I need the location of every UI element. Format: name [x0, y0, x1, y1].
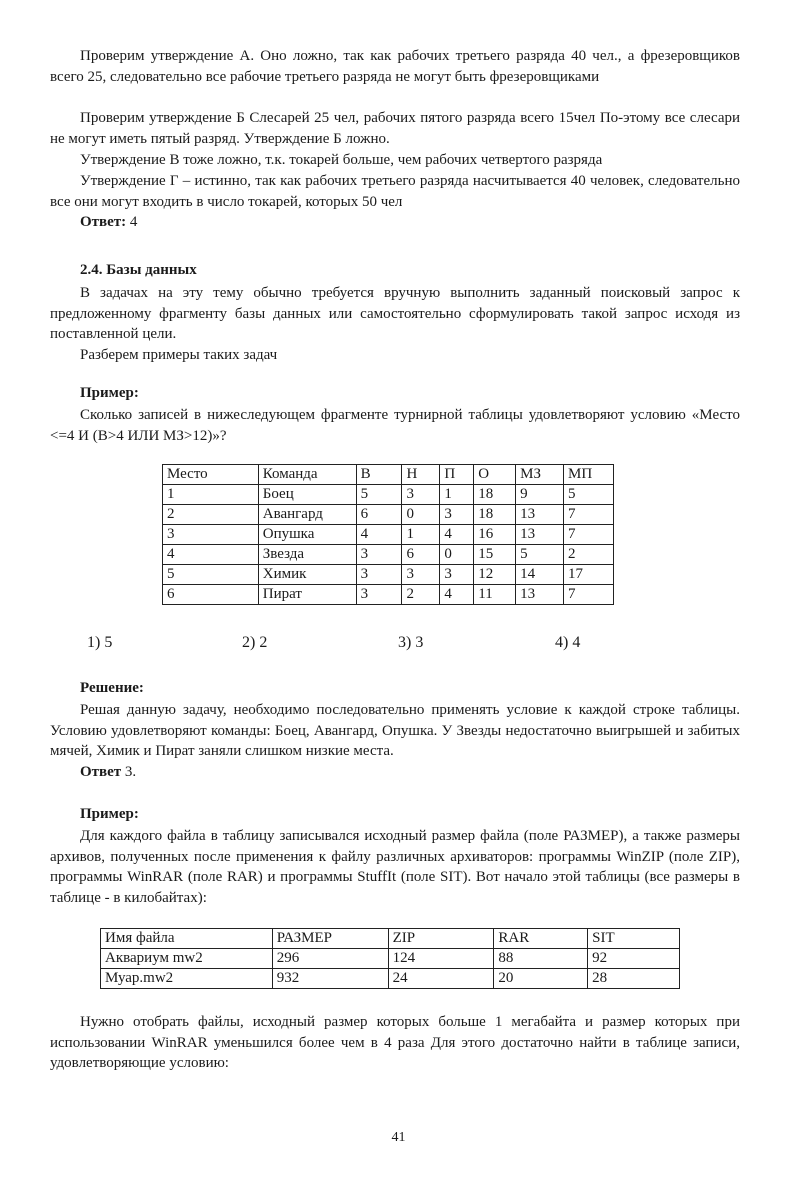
page-number: 41	[391, 1130, 406, 1145]
table-header-cell: SIT	[588, 929, 680, 949]
table-cell: 12	[474, 565, 516, 585]
archive-size-table	[100, 928, 680, 989]
table-cell: 9	[516, 485, 564, 505]
table-cell: 2	[402, 585, 440, 605]
table-cell: 1	[402, 525, 440, 545]
answer-line-2	[50, 762, 740, 783]
table-header-cell: МЗ	[516, 465, 564, 485]
table-cell: Аквариум mw2	[101, 949, 273, 969]
table-header-cell: Имя файла	[101, 929, 273, 949]
table-cell: 0	[440, 545, 474, 565]
table-header-cell: П	[440, 465, 474, 485]
table-cell: 6	[402, 545, 440, 565]
paragraph-statement-g: Утверждение Г – истинно, так как рабочих третьего разряда насчитывается 40 человек, следовательно все они могут входить в число токарей, которых 50 чел	[50, 173, 740, 210]
table-cell: 3	[356, 545, 402, 565]
table-cell: 3	[356, 565, 402, 585]
example-2-followup: Нужно отобрать файлы, исходный размер которых больше 1 мегабайта и размер которых при использовании WinRAR уменьшился более чем в 4 раза Для этого достаточно найти в таблице записи, удовлетворяющие условию:	[50, 1014, 740, 1071]
section-title: 2.4. Базы данных	[80, 262, 197, 278]
table-cell: 13	[516, 525, 564, 545]
table-cell: Муар.mw2	[101, 969, 273, 989]
table-row	[163, 585, 614, 605]
option-1: 1) 5	[87, 634, 113, 651]
table-cell: 13	[516, 585, 564, 605]
table-cell: 4	[356, 525, 402, 545]
table-header-cell: РАЗМЕР	[272, 929, 388, 949]
table-cell: 16	[474, 525, 516, 545]
answer-label: Ответ:	[80, 214, 127, 230]
table-cell: 3	[402, 565, 440, 585]
table-row	[163, 565, 614, 585]
answer-value: 4	[129, 214, 138, 230]
example-1-label: Пример:	[80, 385, 139, 401]
table-cell: Звезда	[258, 545, 356, 565]
table-cell: 3	[402, 485, 440, 505]
table-cell: 7	[564, 525, 614, 545]
table-cell: 92	[588, 949, 680, 969]
table-cell: 14	[516, 565, 564, 585]
answer-value: 3.	[124, 764, 137, 780]
table-cell: Пират	[258, 585, 356, 605]
solution-label: Решение:	[80, 680, 144, 696]
table-cell: 18	[474, 485, 516, 505]
example-1-question: Сколько записей в нижеследующем фрагменте турнирной таблицы удовлетворяют условию «Место <=4 И (В>4 ИЛИ МЗ>12)»?	[50, 407, 740, 444]
paragraph-statement-b: Проверим утверждение Б Слесарей 25 чел, рабочих пятого разряда всего 15чел По-этому все слесари не могут иметь пятый разряд. Утверждение Б ложно.	[50, 110, 740, 147]
table-cell: 1	[440, 485, 474, 505]
table-header-row	[101, 929, 680, 949]
table-cell: Химик	[258, 565, 356, 585]
table-cell: Опушка	[258, 525, 356, 545]
table-cell: 5	[163, 565, 259, 585]
table-row	[163, 545, 614, 565]
table-cell: 2	[564, 545, 614, 565]
table-cell: 7	[564, 505, 614, 525]
table-cell: Боец	[258, 485, 356, 505]
table-cell: 3	[163, 525, 259, 545]
table-row	[163, 505, 614, 525]
option-4: 4) 4	[555, 634, 581, 651]
table-row	[163, 485, 614, 505]
table-cell: 0	[402, 505, 440, 525]
table-header-cell: В	[356, 465, 402, 485]
option-3: 3) 3	[398, 634, 424, 651]
paragraph-statement-a: Проверим утверждение А. Оно ложно, так как рабочих третьего разряда 40 чел., а фрезеровщиков всего 25, следовательно все рабочие третьего разряда не могут быть фрезеровщиками	[50, 48, 740, 85]
table-header-cell: ZIP	[388, 929, 494, 949]
section-intro: В задачах на эту тему обычно требуется вручную выполнить заданный поисковый запрос к предложенному фрагменту базы данных или самостоятельно сформулировать такой запрос исходя из поставленной цели.	[50, 285, 740, 342]
table-cell: 17	[564, 565, 614, 585]
table-cell: 4	[440, 585, 474, 605]
table-header-cell: МП	[564, 465, 614, 485]
answer-options	[0, 634, 797, 658]
table-cell: 3	[440, 565, 474, 585]
table-cell: 4	[440, 525, 474, 545]
table-cell: 932	[272, 969, 388, 989]
table-header-cell: Команда	[258, 465, 356, 485]
table-header-cell: RAR	[494, 929, 588, 949]
table-cell: 15	[474, 545, 516, 565]
table-cell: 6	[356, 505, 402, 525]
table-cell: 5	[516, 545, 564, 565]
table-cell: 4	[163, 545, 259, 565]
table-cell: 6	[163, 585, 259, 605]
table-header-cell: Н	[402, 465, 440, 485]
table-cell: 124	[388, 949, 494, 969]
table-cell: 13	[516, 505, 564, 525]
table-cell: 7	[564, 585, 614, 605]
table-cell: 3	[440, 505, 474, 525]
table-row	[101, 949, 680, 969]
tournament-table	[162, 464, 614, 605]
example-2-label: Пример:	[80, 806, 139, 822]
answer-line-1	[50, 212, 740, 233]
table-cell: 24	[388, 969, 494, 989]
table-row	[101, 969, 680, 989]
table-cell: 5	[564, 485, 614, 505]
table-cell: 28	[588, 969, 680, 989]
section-intro-2: Разберем примеры таких задач	[80, 347, 278, 363]
table-row	[163, 525, 614, 545]
example-2-text: Для каждого файла в таблицу записывался исходный размер файла (поле РАЗМЕР), а также размеры архивов, полученных после применения к файлу различных архиваторов: программы WinZIP (поле ZIP), программы WinRAR (поле RAR) и программы StuffIt (поле SIT). Вот начало этой таблицы (все размеры в таблице - в килобайтах):	[50, 828, 740, 906]
table-header-cell: Место	[163, 465, 259, 485]
table-cell: 11	[474, 585, 516, 605]
paragraph-statement-v: Утверждение В тоже ложно, т.к. токарей больше, чем рабочих четвертого разряда	[80, 152, 603, 168]
table-cell: 88	[494, 949, 588, 969]
option-2: 2) 2	[242, 634, 268, 651]
table-cell: 1	[163, 485, 259, 505]
table-cell: 3	[356, 585, 402, 605]
answer-label: Ответ	[80, 764, 122, 780]
table-cell: 2	[163, 505, 259, 525]
table-header-row	[163, 465, 614, 485]
table-cell: Авангард	[258, 505, 356, 525]
table-header-cell: О	[474, 465, 516, 485]
solution-text: Решая данную задачу, необходимо последовательно применять условие к каждой строке таблицы. Условию удовлетворяют команды: Боец, Авангард, Опушка. У Звезды недостаточно выигрышей и забитых мячей, Химик и Пират заняли слишком низкие места.	[50, 702, 740, 759]
table-cell: 18	[474, 505, 516, 525]
table-cell: 296	[272, 949, 388, 969]
table-cell: 5	[356, 485, 402, 505]
table-cell: 20	[494, 969, 588, 989]
